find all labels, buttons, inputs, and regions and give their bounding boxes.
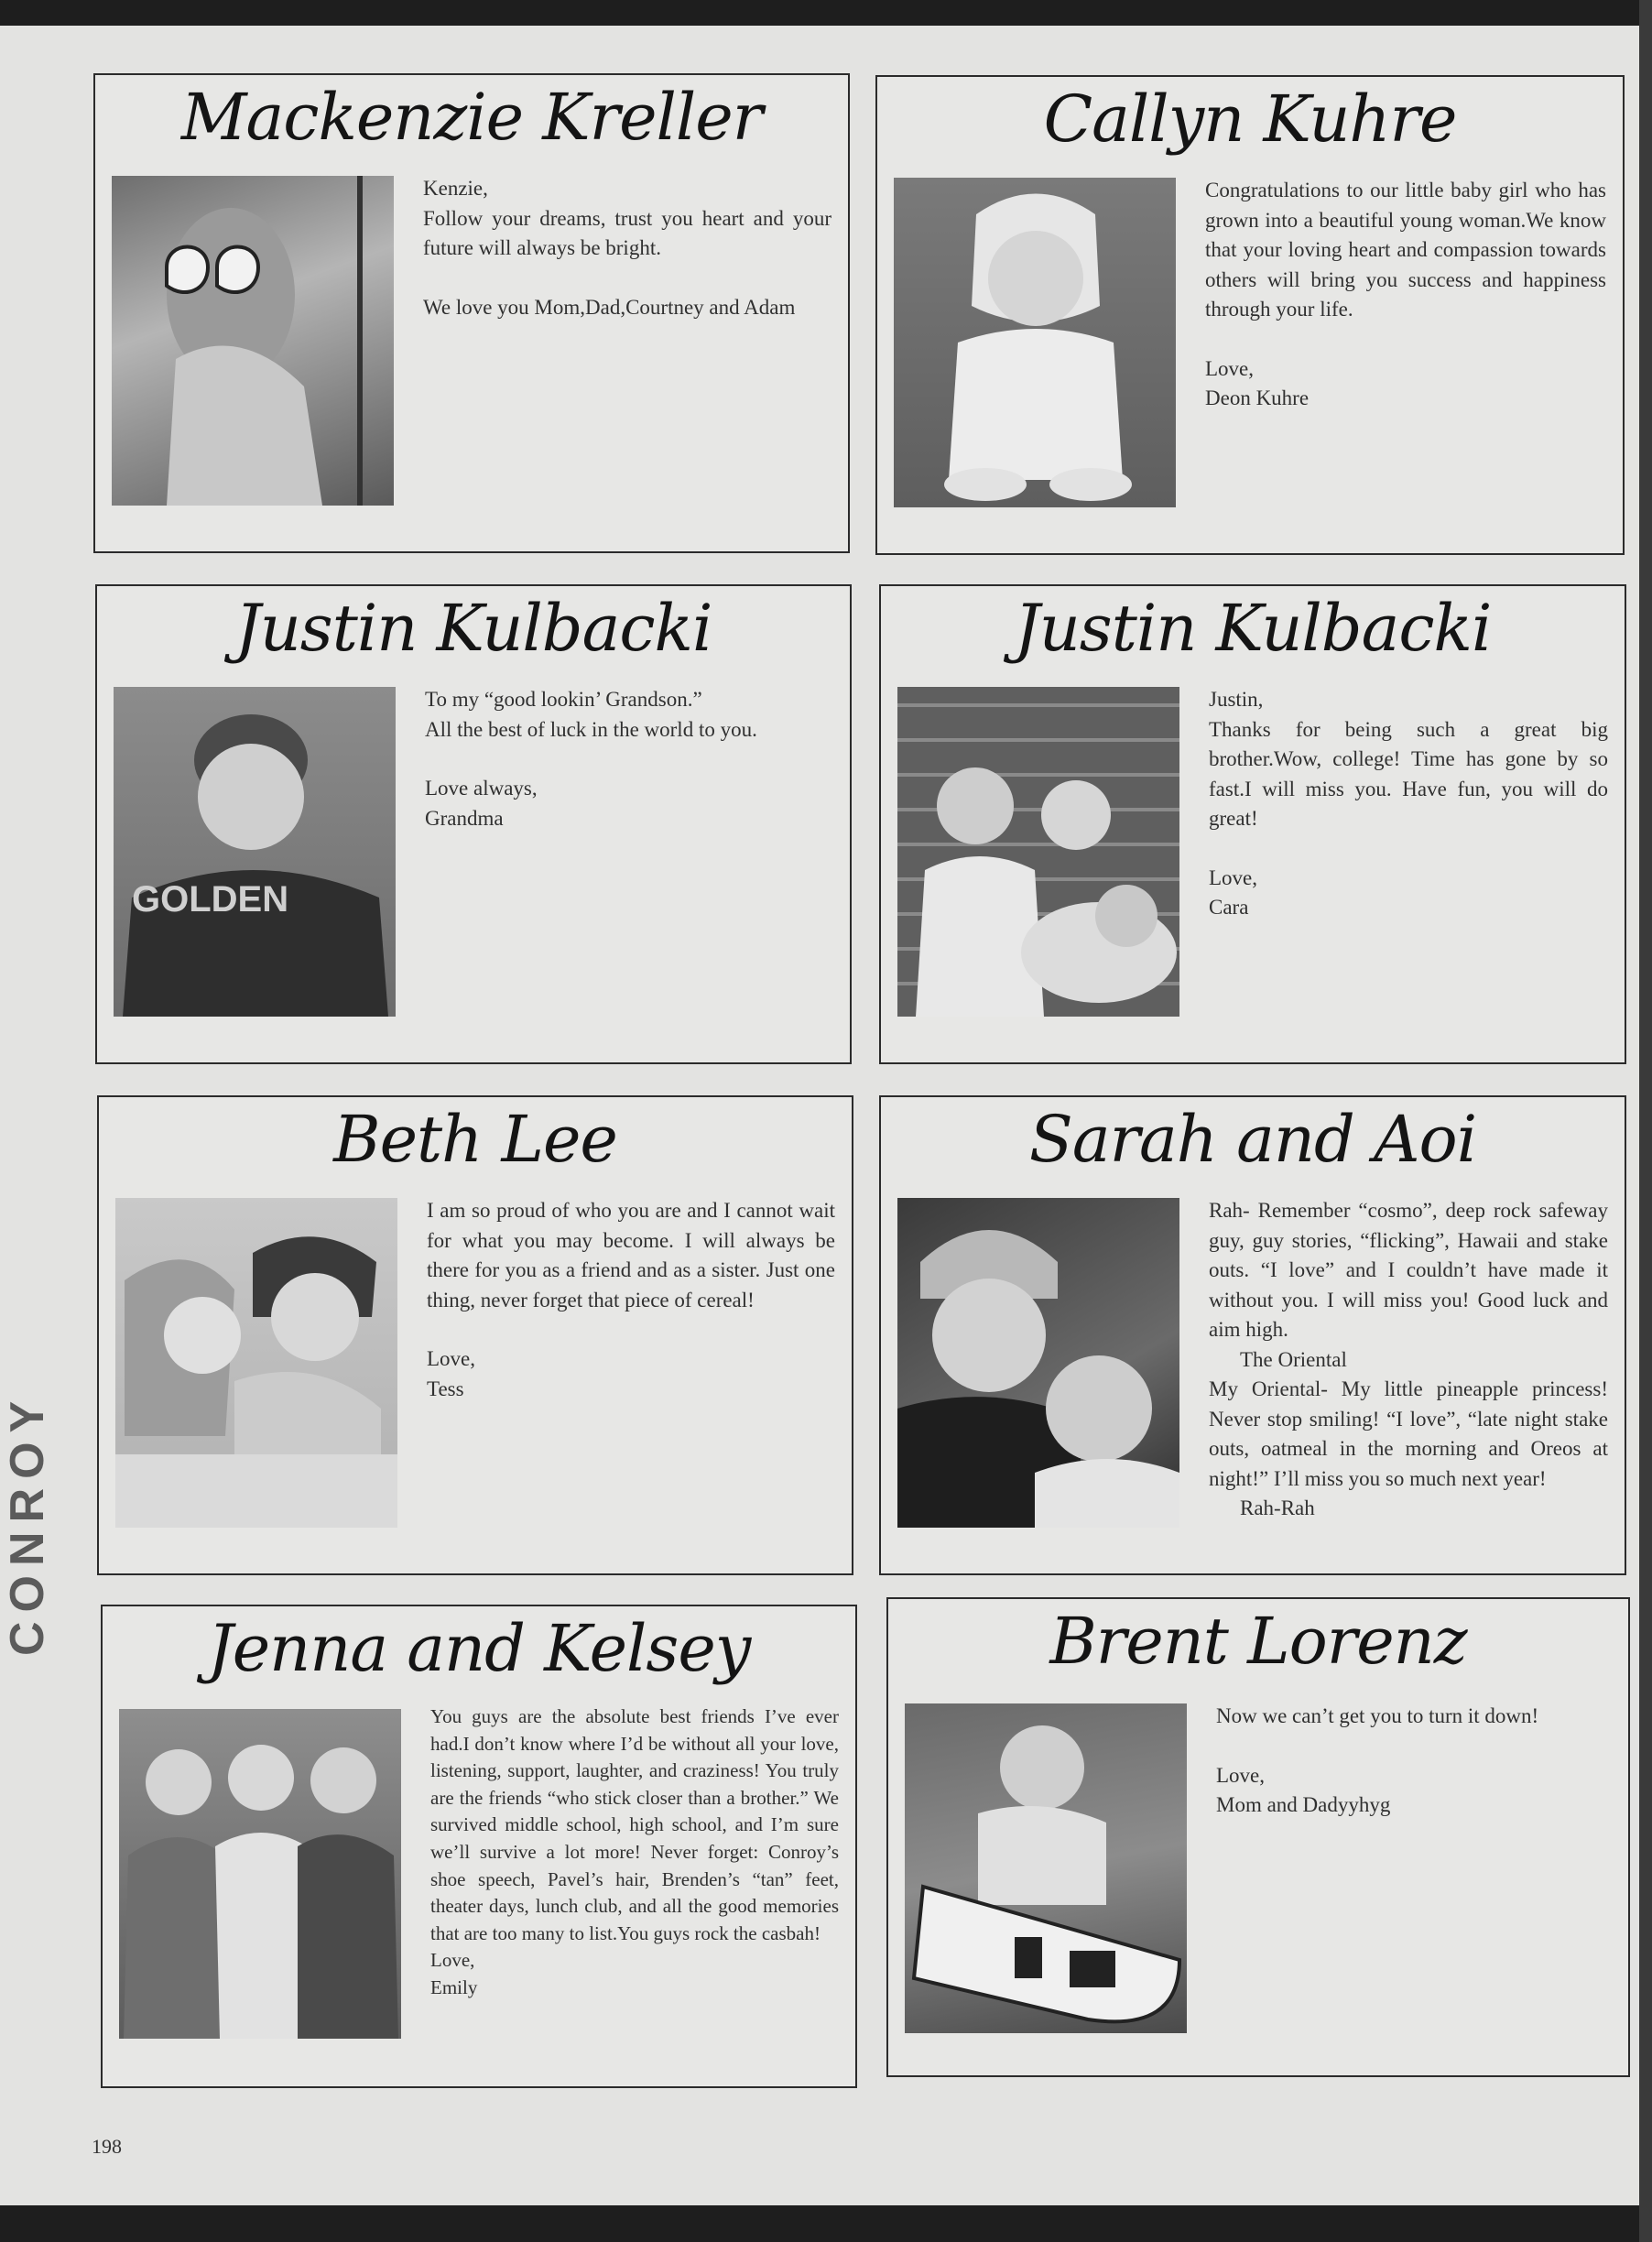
ad-message-line: Love, bbox=[1205, 356, 1255, 380]
toddler-with-guitar-photo bbox=[905, 1703, 1187, 2033]
ad-box bbox=[93, 73, 850, 553]
siblings-with-puppy-photo bbox=[897, 687, 1179, 1017]
ad-box bbox=[879, 1095, 1626, 1575]
child-in-heart-sunglasses-photo bbox=[112, 176, 394, 506]
ad-box bbox=[97, 1095, 853, 1575]
yearbook-page bbox=[0, 26, 1639, 2205]
jersey-text: GOLDEN bbox=[132, 879, 289, 920]
ad-message bbox=[427, 1196, 835, 1404]
ad-message-line: Love always, bbox=[425, 777, 538, 800]
two-friends-selfie-photo bbox=[897, 1198, 1179, 1528]
ad-box bbox=[879, 584, 1626, 1064]
ad-message-line: Love, bbox=[1216, 1763, 1266, 1787]
ad-message bbox=[1209, 1196, 1608, 1524]
ad-message-line: Follow your dreams, trust you heart and your future will always be bright. bbox=[423, 206, 831, 259]
ad-message-line: Tess bbox=[427, 1377, 464, 1400]
ad-message-line: Love, bbox=[1209, 865, 1258, 889]
ad-message-line: Emily bbox=[430, 1975, 478, 1998]
ad-title: Callyn Kuhre bbox=[1043, 82, 1457, 157]
ad-message bbox=[425, 685, 833, 833]
page-number: 198 bbox=[92, 2135, 122, 2158]
ad-title: Beth Lee bbox=[333, 1102, 617, 1177]
ad-message-line: All the best of luck in the world to you. bbox=[425, 717, 757, 741]
ad-message bbox=[1205, 176, 1606, 414]
ad-message-line: Justin, bbox=[1209, 688, 1264, 711]
page-edge bbox=[1639, 0, 1652, 2242]
margin-mark-text: CONROY bbox=[1, 1391, 54, 1656]
ad-message-line: Rah- Remember “cosmo”, deep rock safeway guy, guy stories, “flicking”, Hawaii and stake outs. “I love” and I couldn’t have made it without you. I will miss you! Good luck and aim high. bbox=[1209, 1199, 1608, 1341]
ad-message-line: To my “good lookin’ Grandson.” bbox=[425, 688, 702, 711]
ad-box bbox=[886, 1597, 1630, 2077]
ad-message bbox=[423, 174, 831, 322]
ad-message-line: We love you Mom,Dad,Courtney and Adam bbox=[423, 295, 796, 319]
ad-title: Justin Kulbacki bbox=[1014, 591, 1492, 666]
ad-message-line: The Oriental bbox=[1240, 1347, 1347, 1371]
ad-message-line: Cara bbox=[1209, 896, 1249, 919]
ad-message bbox=[1209, 685, 1608, 923]
two-kids-in-bath-photo bbox=[115, 1198, 397, 1528]
ad-box bbox=[95, 584, 852, 1064]
ad-message-line: Grandma bbox=[425, 806, 504, 830]
ad-message-line: I am so proud of who you are and I cannot wait for what you may become. I will always be there for you as a friend and as a sister. Just one thing, never forget that piece of cereal! bbox=[427, 1199, 835, 1311]
ad-message bbox=[430, 1703, 839, 2002]
ad-box bbox=[101, 1605, 857, 2088]
ad-title: Jenna and Kelsey bbox=[207, 1611, 751, 1686]
baby-in-bonnet-photo bbox=[894, 178, 1176, 507]
ad-message-line: Love, bbox=[430, 1949, 475, 1972]
ad-message-line: Congratulations to our little baby girl who has grown into a beautiful young woman.We know that your loving heart and compassion towards others will bring you success and happiness through your life. bbox=[1205, 179, 1606, 321]
ad-message-line: Mom and Dadyyhyg bbox=[1216, 1793, 1391, 1816]
ad-title: Mackenzie Kreller bbox=[180, 80, 763, 155]
ad-title: Justin Kulbacki bbox=[234, 591, 712, 666]
ad-message-line: Deon Kuhre bbox=[1205, 386, 1310, 409]
ad-message-line: Now we can’t get you to turn it down! bbox=[1216, 1704, 1539, 1727]
ad-message-line: Thanks for being such a great big brother.Wow, college! Time has gone by so fast.I will miss you. Have fun, you will do great! bbox=[1209, 717, 1608, 830]
ad-message bbox=[1216, 1702, 1612, 1821]
ad-message-line: My Oriental- My little pineapple princess! Never stop smiling! “I love”, “late night stake outs, oatmeal in the morning and Oreos at night!” I’ll miss you so much next year! bbox=[1209, 1377, 1608, 1490]
ad-box bbox=[875, 75, 1625, 555]
ad-message-line: You guys are the absolute best friends I’ve ever had.I don’t know where I’d be without all your love, listening, support, laughter, and craziness! You truly are the friends “who stick closer than a brother.” We survived middle school, high school, and I’m sure we’ll survive a lot more! Never forget: Conroy’s shoe speech, Pavel’s hair, Brenden’s “tan” feet, theater days, lunch club, and all the good memories that are too many to list.You guys rock the casbah! bbox=[430, 1705, 839, 1944]
ad-title: Sarah and Aoi bbox=[1028, 1102, 1477, 1177]
ad-message-line: Rah-Rah bbox=[1240, 1496, 1315, 1519]
ad-message-line: Love, bbox=[427, 1347, 476, 1370]
boy-in-golden-jersey-photo bbox=[114, 687, 396, 1017]
ad-title: Brent Lorenz bbox=[1049, 1604, 1467, 1679]
three-girls-photo bbox=[119, 1709, 401, 2039]
ad-message-line: Kenzie, bbox=[423, 177, 488, 200]
